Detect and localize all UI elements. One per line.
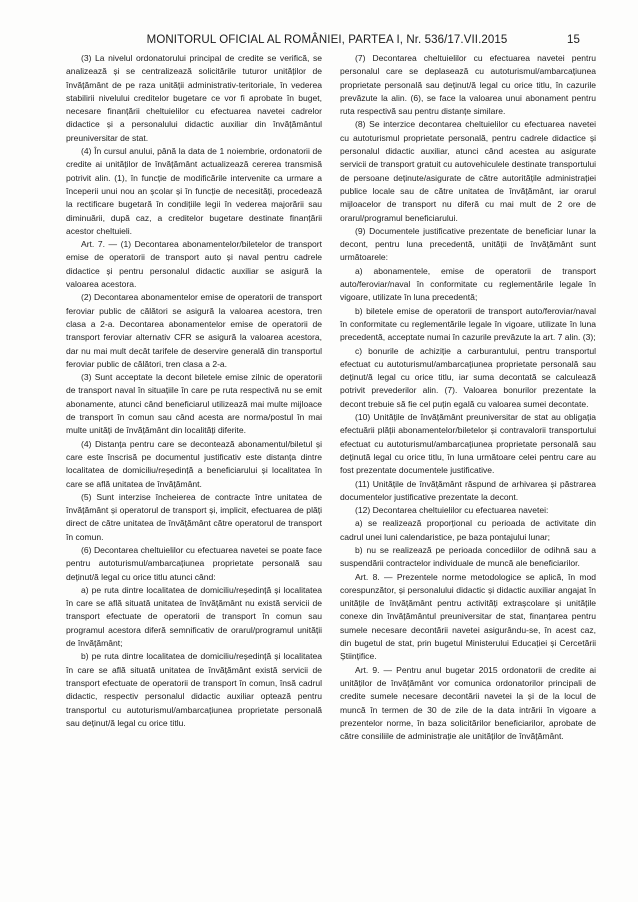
right-column xyxy=(340,52,596,743)
paragraph: (4) În cursul anului, până la data de 1 noiembrie, ordonatorii de credite ai unităților de învățământ actualizează cererea transmisă potrivit alin. (1), în funcție de modificările intervenite ca urmare a începerii unui nou an școlar și în funcție de necesități, procedează la rectificare bugetară în condițiile legii în vederea majorării sau diminuării, după caz, a creditelor bugetare destinate finanțării acestor cheltuieli. xyxy=(66,146,322,236)
paragraph: (5) Sunt interzise încheierea de contracte între unitatea de învățământ și operatorul de transport și, implicit, efectuarea de plăți direct de către unitatea de învățământ către operatorul de transport în comun. xyxy=(66,491,322,542)
gazette-title: MONITORUL OFICIAL AL ROMÂNIEI, PARTEA I, Nr. 536/17.VII.2015 xyxy=(146,34,508,46)
list-item: a) se realizează proporțional cu perioada de activitate din cadrul unei luni calendaristice, pe baza pontajului lunar; xyxy=(340,518,596,542)
paragraph: (11) Unitățile de învățământ răspund de arhivarea și păstrarea documentelor justificative prezentate la decont. xyxy=(340,478,596,502)
paragraph: (8) Se interzice decontarea cheltuielilor cu efectuarea navetei cu autoturismul proprietate personală, pentru cadrele didactice și personalul didactic auxiliar, atunci când acestea au asigurate servicii de transport gratuit cu autovehiculele destinate transportului de persoane deținute/asigurate de către autoritățile administrației publice locale sau de către unitatea de învățământ, iar orarul mijloacelor de transport nu diferă cu mai mult de 2 ore de orarul/programul beneficiarului. xyxy=(340,119,596,223)
paragraph: (9) Documentele justificative prezentate de beneficiar lunar la decont, pentru luna precedentă, unității de învățământ sunt următoarele: xyxy=(340,225,596,263)
article-7: Art. 7. — (1) Decontarea abonamentelor/biletelor de transport emise de operatorii de transport auto și naval pentru cadrele didactice și pentru personalul didactic auxiliar se asigură la valoarea acestora. xyxy=(66,239,322,290)
paragraph: (6) Decontarea cheltuielilor cu efectuarea navetei se poate face pentru autoturismul/ambarcațiunea proprietate personală sau deținut/ă legal cu orice titlu atunci când: xyxy=(66,544,322,582)
page-header xyxy=(78,34,580,46)
list-item: b) pe ruta dintre localitatea de domiciliu/reședință și localitatea în care se află situată unitatea de învățământ există servicii de transport efectuate de operatorii de transport în comun, însă cadrul didactic, respectiv personalul didactic auxiliar optează pentru transportul cu autoturismul/ambarcațiunea proprietate personală sau deținut/ă legal cu orice titlu. xyxy=(66,651,322,728)
list-item: b) biletele emise de operatorii de transport auto/feroviar/naval în conformitate cu reglementările legale în vigoare, utilizate în luna precedentă, acceptate numai în cazurile prevăzute la art. 7 alin. (3); xyxy=(340,305,596,343)
left-column xyxy=(66,52,322,730)
list-item: c) bonurile de achiziție a carburantului, pentru transportul efectuat cu autoturismul/ambarcațiunea proprietate personală sau deținut/ă legal cu orice titlu, iar suma decontată se calculează potrivit prevederilor alin. (7). Valoarea bonurilor prezentate la decont trebuie să fie cel puțin egală cu valoarea sumei decontate. xyxy=(340,345,596,409)
list-item: a) pe ruta dintre localitatea de domiciliu/reședință și localitatea în care se află situată unitatea de învățământ nu există servicii de transport efectuate de operatorii de transport în comun sau programul acestora diferă semnificativ de orarul/programul unității de învățământ; xyxy=(66,584,322,649)
paragraph: (12) Decontarea cheltuielilor cu efectuarea navetei: xyxy=(355,505,549,516)
list-item: b) nu se realizează pe perioada concediilor de odihnă sau a suspendării contractelor individuale de muncă ale beneficiarilor. xyxy=(340,544,596,569)
paragraph: (3) La nivelul ordonatorului principal de credite se verifică, se analizează și se centralizează solicitările tuturor unităților de învățământ de pe raza unității administrativ-teritoriale, în vederea stabilirii nivelului creditelor bugetare ce vor fi aprobate în buget, necesare finanțării cheltuielilor cu efectuarea navetei cadrelor didactice și a personalului didactic auxiliar din învățământul preuniversitar de stat. xyxy=(66,53,322,143)
list-item: a) abonamentele, emise de operatorii de transport auto/feroviar/naval în conformitate cu reglementările legale în vigoare, utilizate în luna precedentă; xyxy=(340,265,596,303)
article-9: Art. 9. — Pentru anul bugetar 2015 ordonatorii de credite ai unităților de învățământ vor comunica ordonatorilor principali de credite sumele necesare decontării navetei la și de la locul de muncă în termen de 30 de zile de la data intrării în vigoare a prezentelor norme, în baza solicitărilor beneficiarilor, aprobate de către consiliile de administrație ale unităților de învățământ. xyxy=(340,664,596,742)
page-number: 15 xyxy=(567,34,580,46)
paragraph: (4) Distanța pentru care se decontează abonamentul/biletul și care este înscrisă pe documentul justificativ este distanța dintre localitatea de domiciliu/reședință a beneficiarului și localitatea în care se află unitatea de învățământ. xyxy=(66,438,322,489)
article-8: Art. 8. — Prezentele norme metodologice se aplică, în mod corespunzător, și personalului didactic și didactic auxiliar angajat în unitățile de învățământ pentru activități extrașcolare și unitățile conexe din învățământul preuniversitar de stat, finanțarea pentru sumele necesare decontării navetei asigurându-se, în acest caz, din bugetul de stat, prin bugetul Ministerului Educației și Cercetării Științifice. xyxy=(340,571,596,662)
paragraph: (10) Unitățile de învățământ preuniversitar de stat au obligația efectuării plății abonamentelor/biletelor și contravalorii transportului efectuat cu autoturismul/ambarcațiunea proprietate personală sau deținută legal cu orice titlu, în luna următoare celei pentru care au fost prezentate documentele justificative. xyxy=(340,412,596,476)
paragraph: (7) Decontarea cheltuielilor cu efectuarea navetei pentru personalul care se deplasează cu autoturismul/ambarcațiunea proprietate personală sau deținut/ă legal cu orice titlu, în cazurile prevăzute la alin. (6), se face la valoarea unui abonament pentru ruta respectivă sau pentru distanțe similare. xyxy=(340,53,596,117)
paragraph: (2) Decontarea abonamentelor emise de operatorii de transport feroviar public de călători se asigură la valoarea acestora, tren clasa a 2-a. Decontarea abonamentelor emise de operatorii de transport feroviar alternativ CFR se asigură la valoarea acestora, dar nu mai mult decât tarifele de deservire generală din transportul feroviar public de călători, tren clasa a 2-a. xyxy=(66,292,322,369)
paragraph: (3) Sunt acceptate la decont biletele emise zilnic de operatorii de transport naval în situațiile în care pe ruta respectivă nu se emit abonamente, atunci când beneficiarul utilizează mai multe mijloace de transport în comun sau când acesta are norma/postul în mai multe unități de învățământ din localități diferite. xyxy=(66,372,322,436)
